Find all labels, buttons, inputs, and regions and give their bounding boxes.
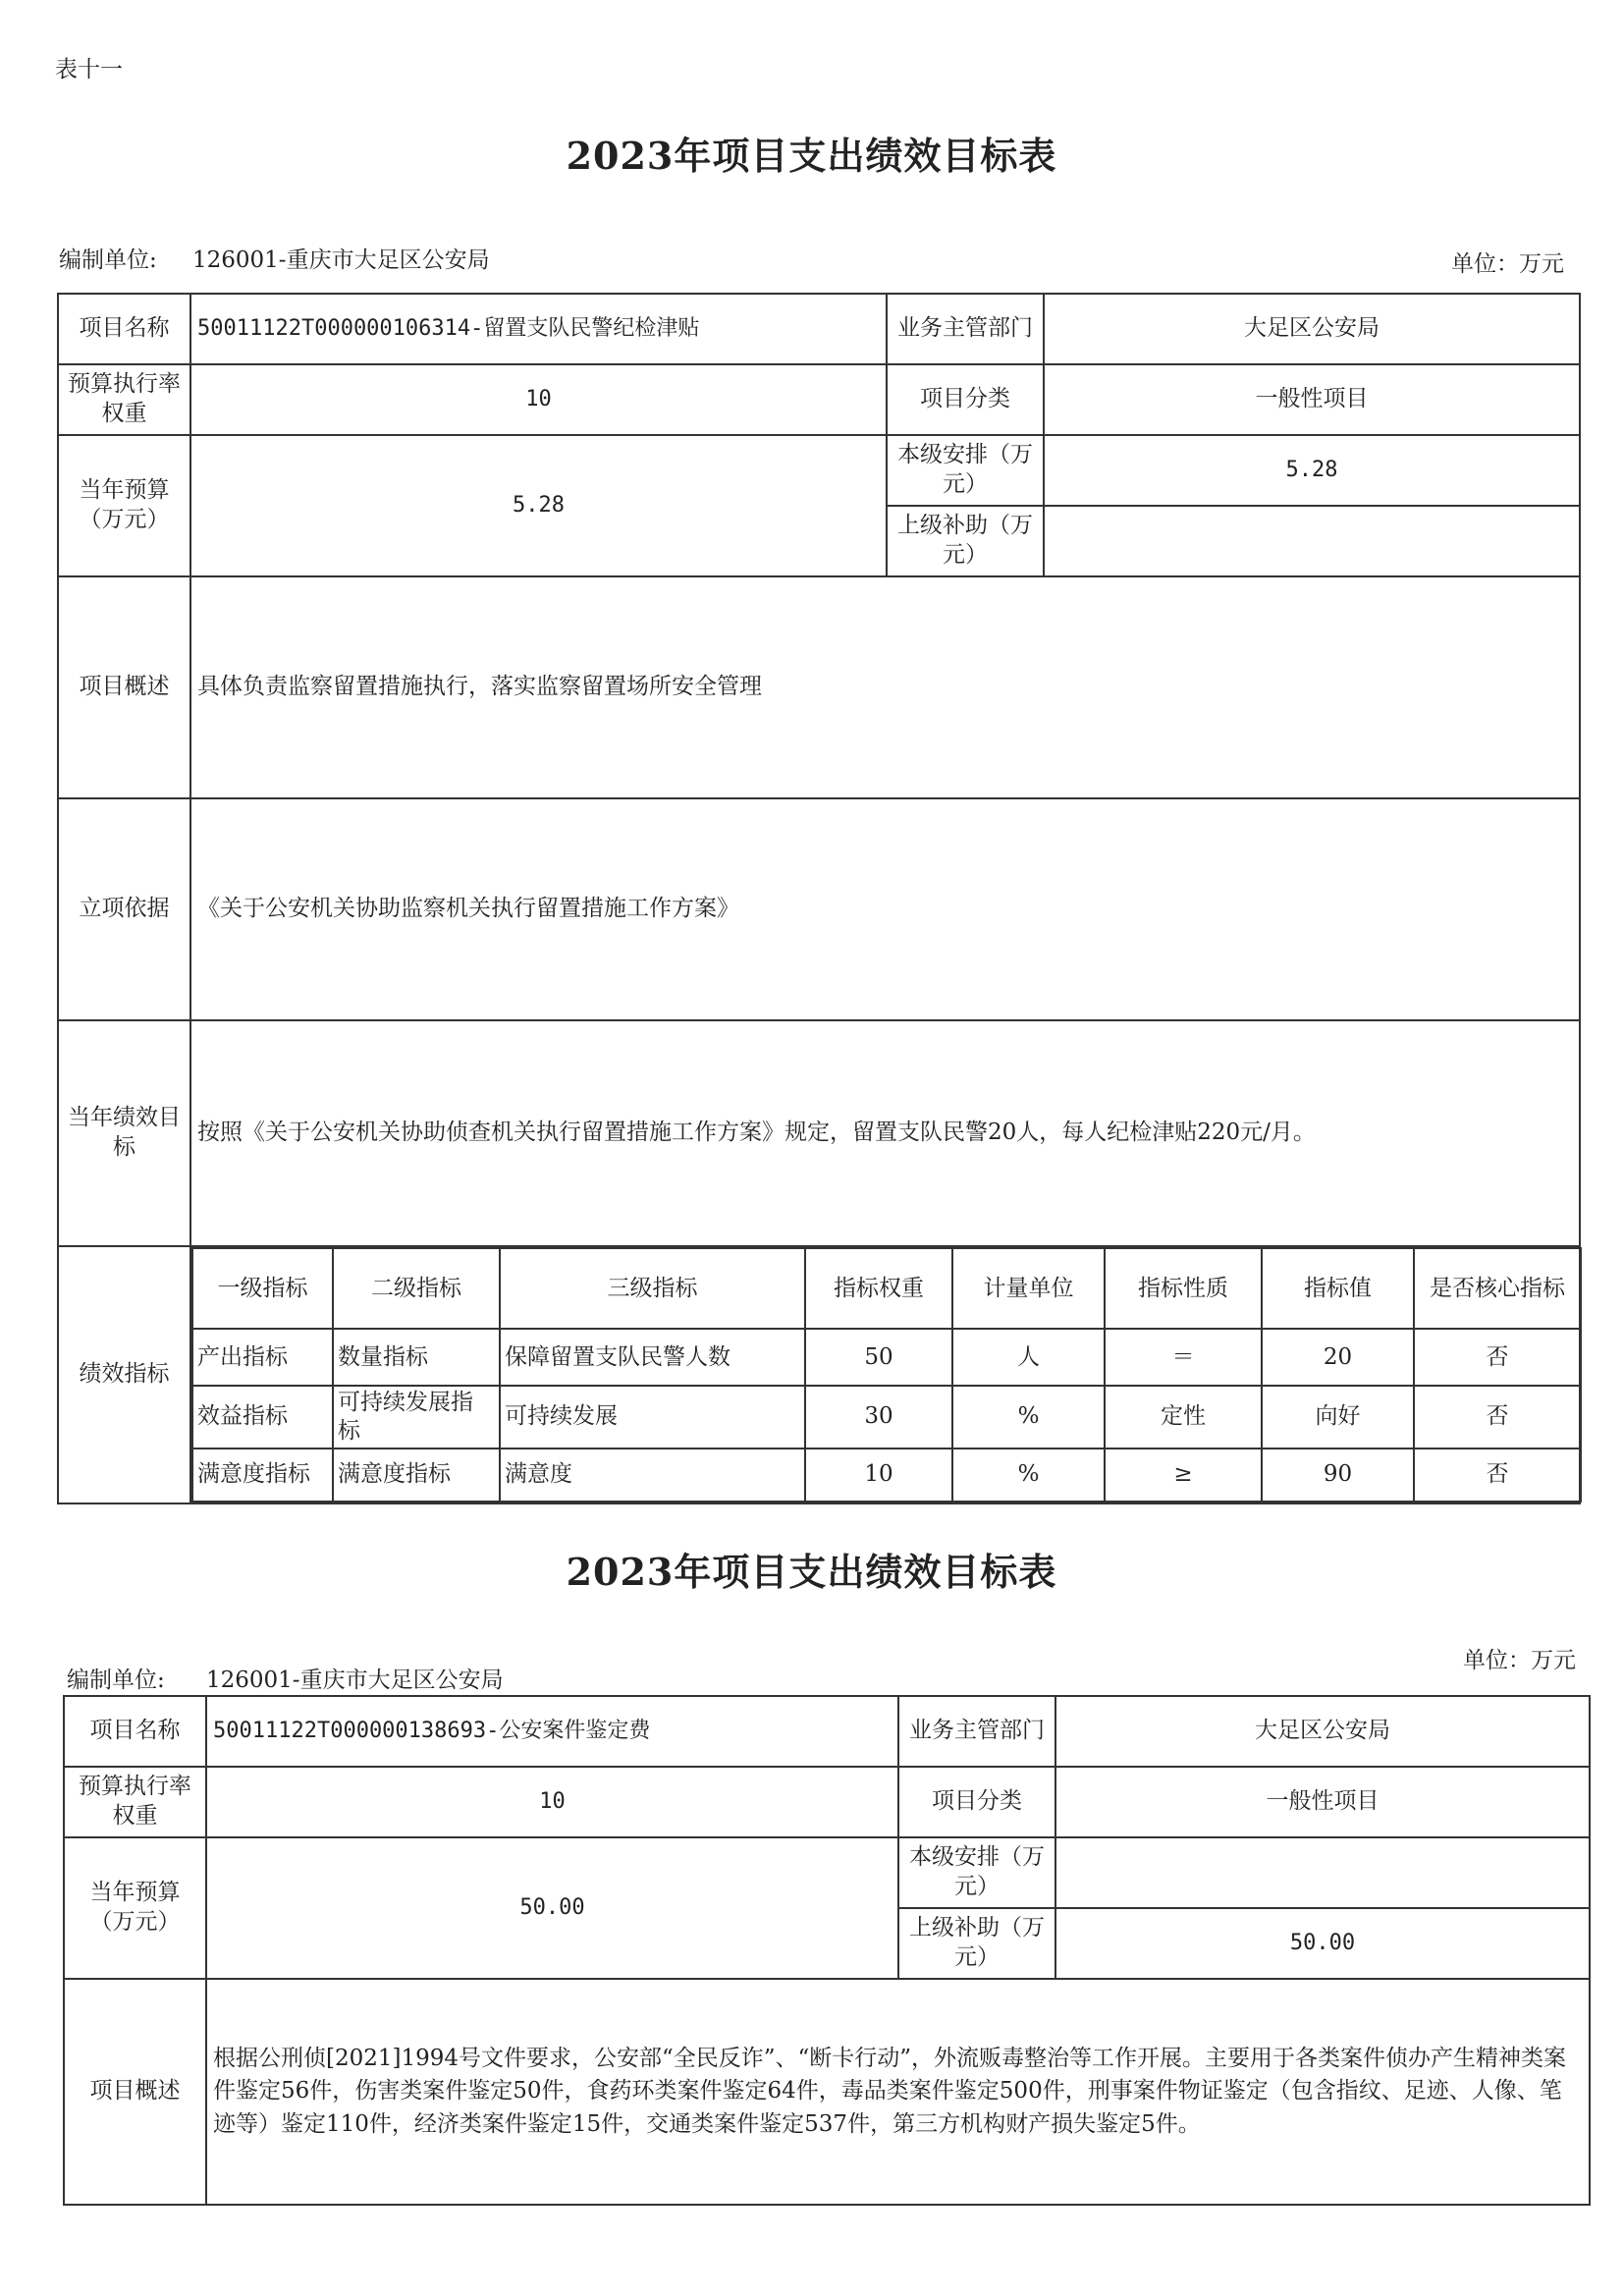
weight-label: 预算执行率权重 xyxy=(64,1767,206,1837)
table-cell: 90 xyxy=(1262,1449,1414,1502)
doc1-unit-org-label: 编制单位: xyxy=(59,247,157,273)
table-cell: 20 xyxy=(1262,1329,1414,1386)
indicators-cell xyxy=(190,1246,1580,1503)
table-cell: 50 xyxy=(805,1329,952,1386)
doc1-form-table xyxy=(57,293,1581,1504)
doc2-unit-org: 126001-重庆市大足区公安局 xyxy=(206,1667,504,1693)
goal-label: 当年绩效目标 xyxy=(58,1020,190,1246)
table-cell: 否 xyxy=(1414,1386,1581,1449)
basis-value: 《关于公安机关协助监察机关执行留置措施工作方案》 xyxy=(190,798,1580,1020)
doc2-title: 2023年项目支出绩效目标表 xyxy=(566,1550,1057,1594)
indicator-header: 二级指标 xyxy=(333,1248,500,1329)
goal-value: 按照《关于公安机关协助侦查机关执行留置措施工作方案》规定，留置支队民警20人，每人纪检津贴220元/月。 xyxy=(190,1020,1580,1246)
table-cell: 数量指标 xyxy=(333,1329,500,1386)
table-cell: 10 xyxy=(805,1449,952,1502)
indicator-header: 指标权重 xyxy=(805,1248,952,1329)
table-cell: 产出指标 xyxy=(192,1329,333,1386)
project-name-value: 50011122T000000106314-留置支队民警纪检津贴 xyxy=(190,294,887,364)
indicators-header-row xyxy=(192,1248,1581,1329)
indicator-header: 三级指标 xyxy=(500,1248,805,1329)
table-cell: 人 xyxy=(952,1329,1105,1386)
local-value: 5.28 xyxy=(1044,435,1580,506)
upper-value: 50.00 xyxy=(1055,1908,1590,1979)
category-label: 项目分类 xyxy=(887,364,1044,435)
table-cell: ＝ xyxy=(1105,1329,1262,1386)
category-value: 一般性项目 xyxy=(1055,1767,1590,1837)
table-cell: 效益指标 xyxy=(192,1386,333,1449)
dept-value: 大足区公安局 xyxy=(1055,1696,1590,1767)
overview-label: 项目概述 xyxy=(64,1979,206,2205)
category-value: 一般性项目 xyxy=(1044,364,1580,435)
table-cell: 保障留置支队民警人数 xyxy=(500,1329,805,1386)
local-value xyxy=(1055,1837,1590,1908)
table-cell: 否 xyxy=(1414,1329,1581,1386)
project-name-label: 项目名称 xyxy=(64,1696,206,1767)
doc1-title: 2023年项目支出绩效目标表 xyxy=(566,134,1057,178)
basis-label: 立项依据 xyxy=(58,798,190,1020)
table-cell: 可持续发展 xyxy=(500,1386,805,1449)
upper-label: 上级补助（万元） xyxy=(887,506,1044,576)
dept-label: 业务主管部门 xyxy=(887,294,1044,364)
upper-value xyxy=(1044,506,1580,576)
doc2-currency-unit: 单位：万元 xyxy=(1463,1648,1576,1673)
table-cell: 定性 xyxy=(1105,1386,1262,1449)
table-cell: 满意度指标 xyxy=(333,1449,500,1502)
table-row xyxy=(192,1329,1581,1386)
table-cell: 满意度指标 xyxy=(192,1449,333,1502)
table-cell: 满意度 xyxy=(500,1449,805,1502)
table-cell: 否 xyxy=(1414,1449,1581,1502)
weight-value: 10 xyxy=(190,364,887,435)
upper-label: 上级补助（万元） xyxy=(898,1908,1055,1979)
doc2-unit-org-label: 编制单位: xyxy=(67,1667,165,1693)
indicators-table xyxy=(191,1247,1582,1503)
table-cell: ≥ xyxy=(1105,1449,1262,1502)
overview-value: 根据公刑侦[2021]1994号文件要求，公安部“全民反诈”、“断卡行动”，外流贩毒整治等工作开展。主要用于各类案件侦办产生精神类案件鉴定56件，伤害类案件鉴定50件，食药环类案件鉴定64件，毒品类案件鉴定500件，刑事案件物证鉴定（包含指纹、足迹、人像、笔迹等）鉴定110件，经济类案件鉴定15件，交通类案件鉴定537件，第三方机构财产损失鉴定5件。 xyxy=(206,1979,1590,2205)
table-number-label: 表十一 xyxy=(55,57,123,82)
doc1-unit-org: 126001-重庆市大足区公安局 xyxy=(192,247,490,273)
local-label: 本级安排（万元） xyxy=(898,1837,1055,1908)
indicator-header: 指标值 xyxy=(1262,1248,1414,1329)
indicator-header: 计量单位 xyxy=(952,1248,1105,1329)
table-cell: % xyxy=(952,1386,1105,1449)
dept-label: 业务主管部门 xyxy=(898,1696,1055,1767)
budget-value: 5.28 xyxy=(190,435,887,576)
table-cell: % xyxy=(952,1449,1105,1502)
table-row xyxy=(192,1386,1581,1449)
budget-label: 当年预算（万元） xyxy=(64,1837,206,1979)
table-cell: 可持续发展指标 xyxy=(333,1386,500,1449)
project-name-label: 项目名称 xyxy=(58,294,190,364)
table-cell: 30 xyxy=(805,1386,952,1449)
weight-value: 10 xyxy=(206,1767,898,1837)
indicator-header: 指标性质 xyxy=(1105,1248,1262,1329)
table-row xyxy=(192,1449,1581,1502)
local-label: 本级安排（万元） xyxy=(887,435,1044,506)
budget-value: 50.00 xyxy=(206,1837,898,1979)
project-name-value: 50011122T000000138693-公安案件鉴定费 xyxy=(206,1696,898,1767)
indicator-header: 一级指标 xyxy=(192,1248,333,1329)
doc1-currency-unit: 单位：万元 xyxy=(1451,251,1564,277)
overview-value: 具体负责监察留置措施执行，落实监察留置场所安全管理 xyxy=(190,576,1580,798)
weight-label: 预算执行率权重 xyxy=(58,364,190,435)
indicator-header: 是否核心指标 xyxy=(1414,1248,1581,1329)
indicators-label: 绩效指标 xyxy=(58,1246,190,1503)
doc2-form-table xyxy=(63,1695,1591,2206)
category-label: 项目分类 xyxy=(898,1767,1055,1837)
dept-value: 大足区公安局 xyxy=(1044,294,1580,364)
table-cell: 向好 xyxy=(1262,1386,1414,1449)
budget-label: 当年预算（万元） xyxy=(58,435,190,576)
overview-label: 项目概述 xyxy=(58,576,190,798)
